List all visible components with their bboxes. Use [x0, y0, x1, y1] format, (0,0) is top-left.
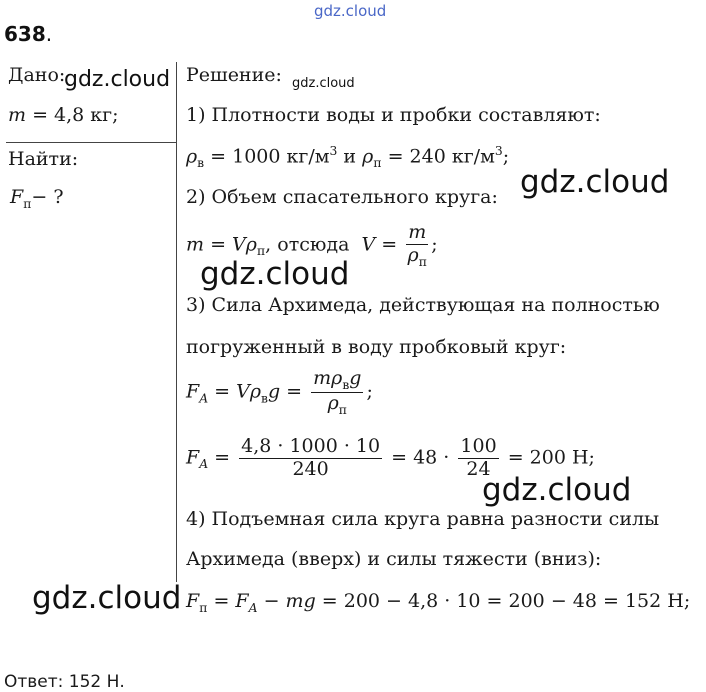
calc-fraction-2: $\frac{100}{24}$	[460, 435, 497, 480]
step-4-line-2: Архимеда (вверх) и силы тяжести (вниз):	[186, 548, 602, 570]
step-4-line-1: 4) Подъемная сила круга равна разности силы	[186, 508, 660, 530]
problem-number	[4, 22, 52, 46]
watermark-given: gdz.cloud	[64, 67, 171, 92]
archimedes-fraction: $\frac{m\rho_вg}{\rho_п}$	[313, 367, 362, 417]
given-mass: m = 4,8 кг;	[8, 104, 119, 126]
volume-formula: $m = V\rho_п$, отсюда V = $\frac{m}{\rho_п}$ ;	[186, 221, 438, 269]
table-horizontal-divider	[6, 142, 176, 143]
problem-number-value: 638	[4, 22, 46, 46]
find-target: $F_п-$ ?	[10, 186, 64, 211]
calc-formula: $F_A$ = $\frac{4,8 \cdot 1000 \cdot 10}{240}$ = 48 · $\frac{100}{24}$ = 200 Н;	[186, 435, 595, 480]
volume-fraction: $\frac{m}{\rho_п}$	[407, 221, 427, 269]
archimedes-formula: $F_A = V\rho_вg$ = $\frac{m\rho_вg}{\rho_п}$ ;	[186, 367, 373, 417]
densities-line: $\rho_в = 1000$ $кг/м^3$ и $\rho_п = 240$ $кг/м^3$;	[186, 144, 510, 171]
answer: Ответ: 152 Н.	[4, 672, 125, 692]
given-label: Дано:	[8, 64, 66, 86]
watermark-left-bottom: gdz.cloud	[32, 580, 182, 616]
watermark-top: gdz.cloud	[314, 2, 387, 20]
watermark-solution-small: gdz.cloud	[292, 76, 355, 91]
table-vertical-divider	[176, 62, 177, 582]
calc-fraction-1: $\frac{4,8 \cdot 1000 \cdot 10}{240}$	[241, 435, 381, 480]
step-3-line-1: 3) Сила Архимеда, действующая на полностью	[186, 294, 660, 316]
watermark-mid-1: gdz.cloud	[200, 256, 350, 292]
find-label: Найти:	[8, 148, 79, 170]
watermark-right-2: gdz.cloud	[482, 472, 632, 508]
step-1: 1) Плотности воды и пробки составляют:	[186, 104, 601, 126]
solution-label: Решение:	[186, 64, 282, 86]
problem-number-dot: .	[45, 22, 53, 46]
step-2: 2) Объем спасательного круга:	[186, 186, 498, 208]
final-formula: $F_п = F_A$ − mg = 200 − 4,8 · 10 = 200 − 48 = 152 Н;	[186, 590, 691, 615]
watermark-right-1: gdz.cloud	[520, 164, 670, 200]
step-3-line-2: погруженный в воду пробковый круг:	[186, 336, 567, 358]
